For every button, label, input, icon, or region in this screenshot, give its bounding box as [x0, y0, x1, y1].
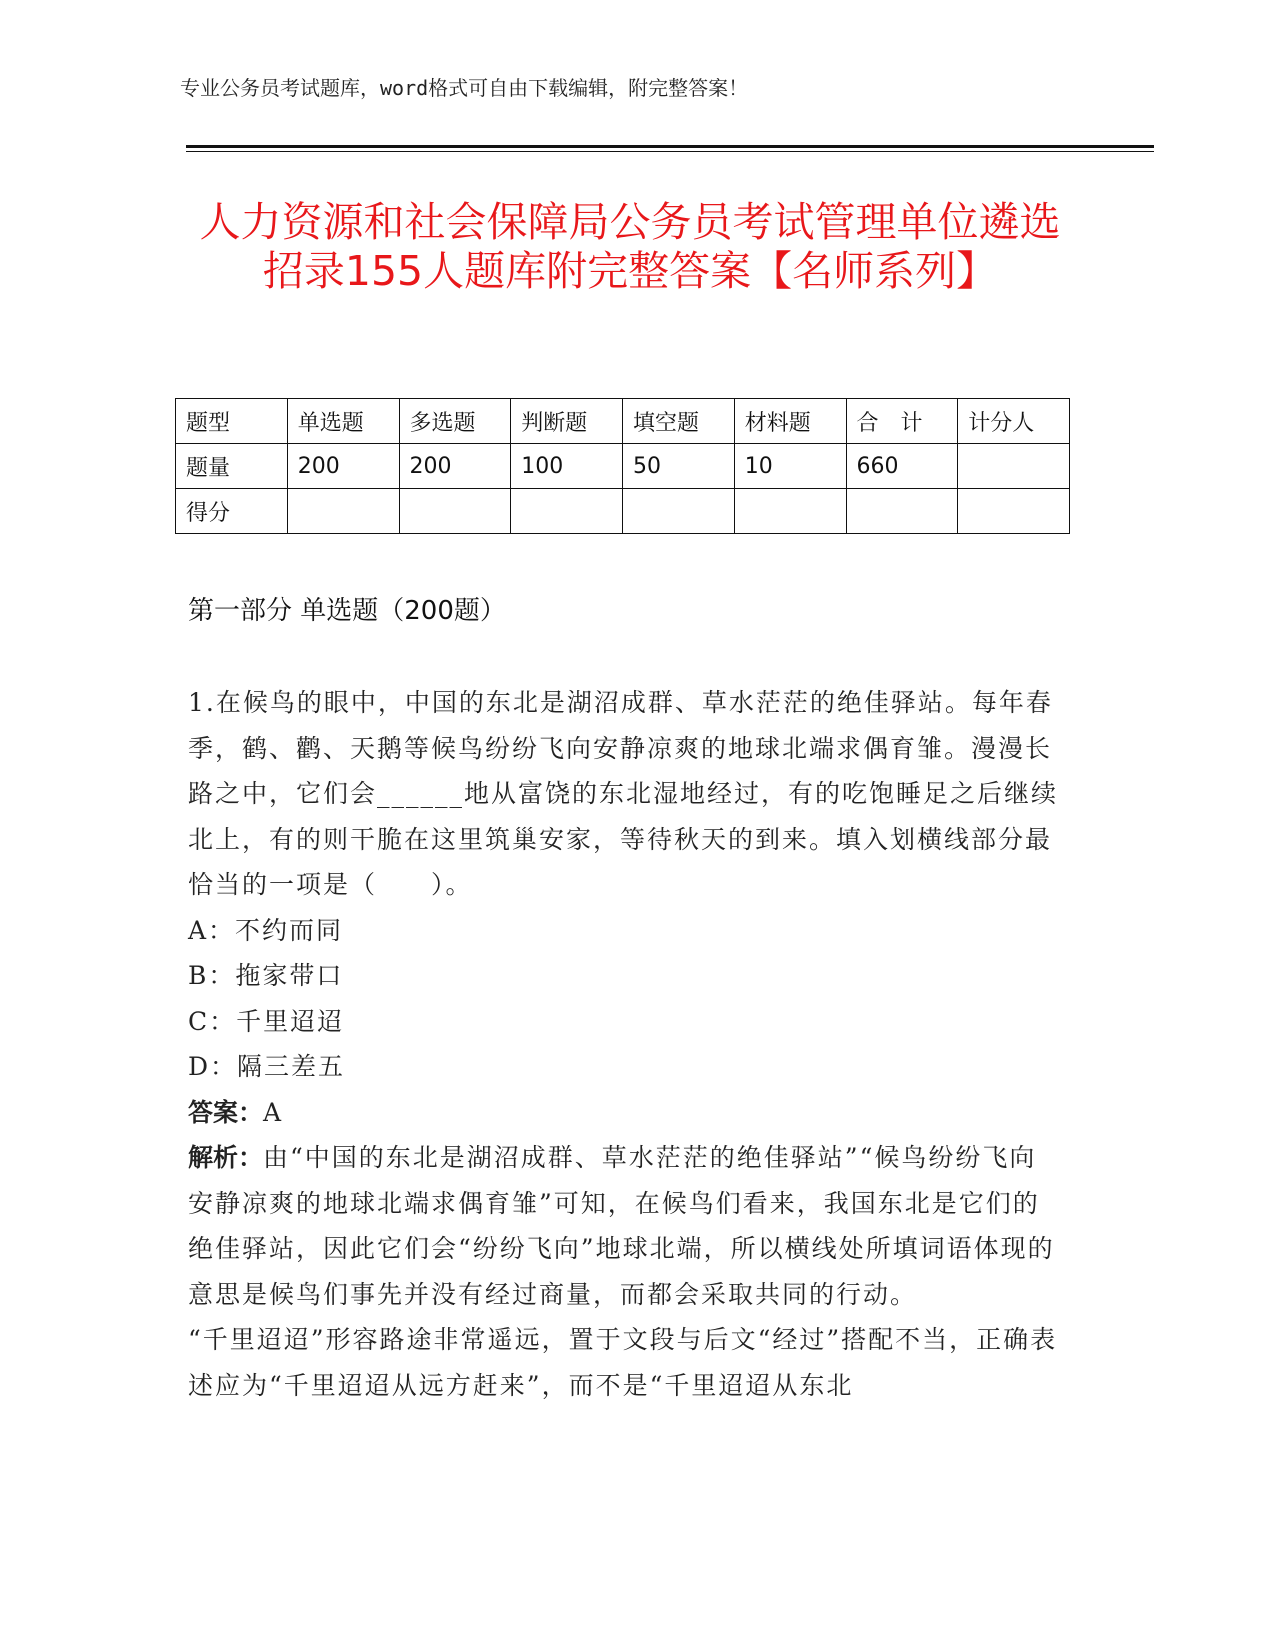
table-cell: 计分人	[958, 399, 1070, 444]
table-cell	[958, 444, 1070, 489]
table-cell: 660	[846, 444, 958, 489]
option-d: D：隔三差五	[188, 1052, 346, 1081]
score-table	[175, 398, 1070, 534]
analysis-paragraph-2: “千里迢迢”形容路途非常遥远，置于文段与后文“经过”搭配不当，正确表述应为“千里迢迢从远方赶来”，而不是“千里迢迢从东北	[188, 1325, 1058, 1400]
table-cell	[511, 489, 623, 534]
question-block	[188, 680, 1058, 1408]
table-cell	[846, 489, 958, 534]
header-rule-thin	[186, 151, 1154, 152]
option-a: A：不约而同	[188, 915, 344, 945]
analysis-paragraph-1	[188, 1135, 1058, 1317]
document-title: 人力资源和社会保障局公务员考试管理单位遴选招录155人题库附完整答案【名师系列】	[199, 198, 1061, 295]
question-number: 1.	[188, 688, 216, 717]
header-rule-thick	[186, 145, 1154, 148]
table-cell	[399, 489, 511, 534]
answer-label: 答案：	[188, 1097, 264, 1127]
table-row	[176, 489, 1070, 534]
table-cell: 判断题	[511, 399, 623, 444]
table-cell: 200	[399, 444, 511, 489]
table-cell	[958, 489, 1070, 534]
table-cell: 10	[734, 444, 846, 489]
analysis-label: 解析：	[188, 1143, 264, 1172]
table-cell	[623, 489, 735, 534]
section-title: 第一部分 单选题（200题）	[188, 596, 506, 626]
table-cell: 题型	[176, 399, 288, 444]
table-cell	[287, 489, 399, 534]
table-cell: 多选题	[399, 399, 511, 444]
table-cell: 200	[287, 444, 399, 489]
table-cell: 单选题	[287, 399, 399, 444]
option-b: B：拖家带口	[188, 961, 344, 990]
table-cell: 合 计	[846, 399, 958, 444]
answer-value: A	[263, 1097, 284, 1127]
table-row	[176, 444, 1070, 489]
table-cell: 100	[511, 444, 623, 489]
analysis-text-1: 由“中国的东北是湖沼成群、草水茫茫的绝佳驿站”“候鸟纷纷飞向安静凉爽的地球北端求偶育雏”可知，在候鸟们看来，我国东北是它们的绝佳驿站，因此它们会“纷纷飞向”地球北端，所以横线处所填词语体现的意思是候鸟们事先并没有经过商量，而都会采取共同的行动。	[188, 1143, 1055, 1309]
header-note: 专业公务员考试题库，word格式可自由下载编辑，附完整答案！	[180, 76, 749, 100]
option-c: C：千里迢迢	[188, 1006, 345, 1036]
table-cell	[734, 489, 846, 534]
table-cell: 题量	[176, 444, 288, 489]
question-stem	[188, 680, 1058, 908]
table-cell: 材料题	[734, 399, 846, 444]
table-cell: 得分	[176, 489, 288, 534]
table-cell: 填空题	[623, 399, 735, 444]
question-stem-text: 在候鸟的眼中，中国的东北是湖沼成群、草水茫茫的绝佳驿站。每年春季，鹤、鹳、天鹅等候鸟纷纷飞向安静凉爽的地球北端求偶育雏。漫漫长路之中，它们会______地从富饶的东北湿地经过，有的吃饱睡足之后继续北上，有的则干脆在这里筑巢安家，等待秋天的到来。填入划横线部分最恰当的一项是（ ）。	[188, 688, 1059, 899]
table-cell: 50	[623, 444, 735, 489]
table-row	[176, 399, 1070, 444]
answer-line	[188, 1090, 1058, 1136]
